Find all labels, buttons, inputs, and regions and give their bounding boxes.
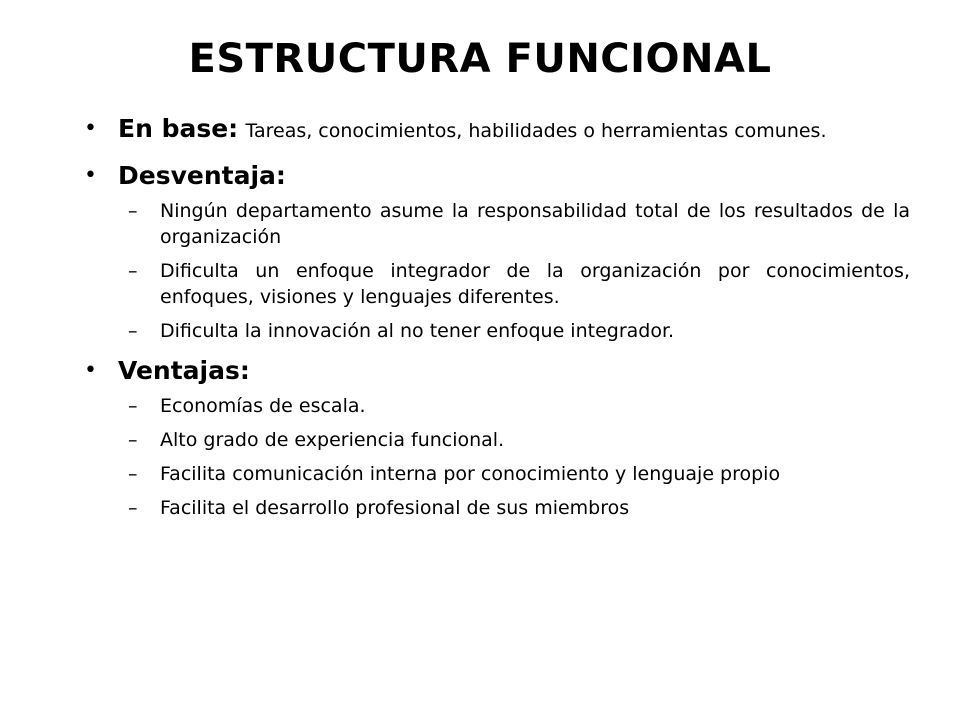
list-item: [118, 198, 910, 250]
list-item-text: Ningún departamento asume la responsabilidad total de los resultados de la organización: [160, 200, 910, 248]
list-item-text: Economías de escala.: [160, 395, 366, 417]
dash-marker: –: [128, 429, 138, 451]
bullet-marker: •: [84, 358, 97, 383]
bullet-label-desventaja: Desventaja:: [118, 161, 286, 190]
list-item-text: Dificulta un enfoque integrador de la organización por conocimientos, enfoques, visiones y lenguajes diferentes.: [160, 260, 910, 308]
bullet-desventaja-line: [118, 159, 910, 194]
ventajas-sublist: [118, 393, 910, 521]
dash-marker: –: [128, 395, 138, 417]
list-item-text: Alto grado de experiencia funcional.: [160, 429, 505, 451]
dash-marker: –: [128, 320, 138, 342]
dash-marker: –: [128, 497, 138, 519]
dash-marker: –: [128, 200, 138, 222]
slide-title: ESTRUCTURA FUNCIONAL: [188, 36, 772, 82]
bullet-label-ventajas: Ventajas:: [118, 356, 250, 385]
list-item: [118, 318, 910, 344]
bullet-list: [84, 112, 910, 529]
desventaja-sublist: [118, 198, 910, 344]
bullet-text-en-base: Tareas, conocimientos, habilidades o herramientas comunes.: [245, 120, 827, 142]
list-item: [118, 393, 910, 419]
bullet-marker: •: [84, 116, 97, 141]
dash-marker: –: [128, 260, 138, 282]
bullet-ventajas-line: [118, 354, 910, 389]
bullet-en-base: [84, 112, 910, 147]
dash-marker: –: [128, 463, 138, 485]
list-item-text: Facilita comunicación interna por conocimiento y lenguaje propio: [160, 463, 781, 485]
list-item: [118, 461, 910, 487]
bullet-marker: •: [84, 163, 97, 188]
list-item-text: Facilita el desarrollo profesional de sus miembros: [160, 497, 630, 519]
list-item: [118, 258, 910, 310]
bullet-label-en-base: En base:: [118, 114, 239, 143]
list-item: [118, 427, 910, 453]
list-item: [118, 495, 910, 521]
list-item-text: Dificulta la innovación al no tener enfoque integrador.: [160, 320, 675, 342]
bullet-desventaja: [84, 159, 910, 344]
bullet-en-base-line: [118, 112, 910, 147]
bullet-ventajas: [84, 354, 910, 521]
